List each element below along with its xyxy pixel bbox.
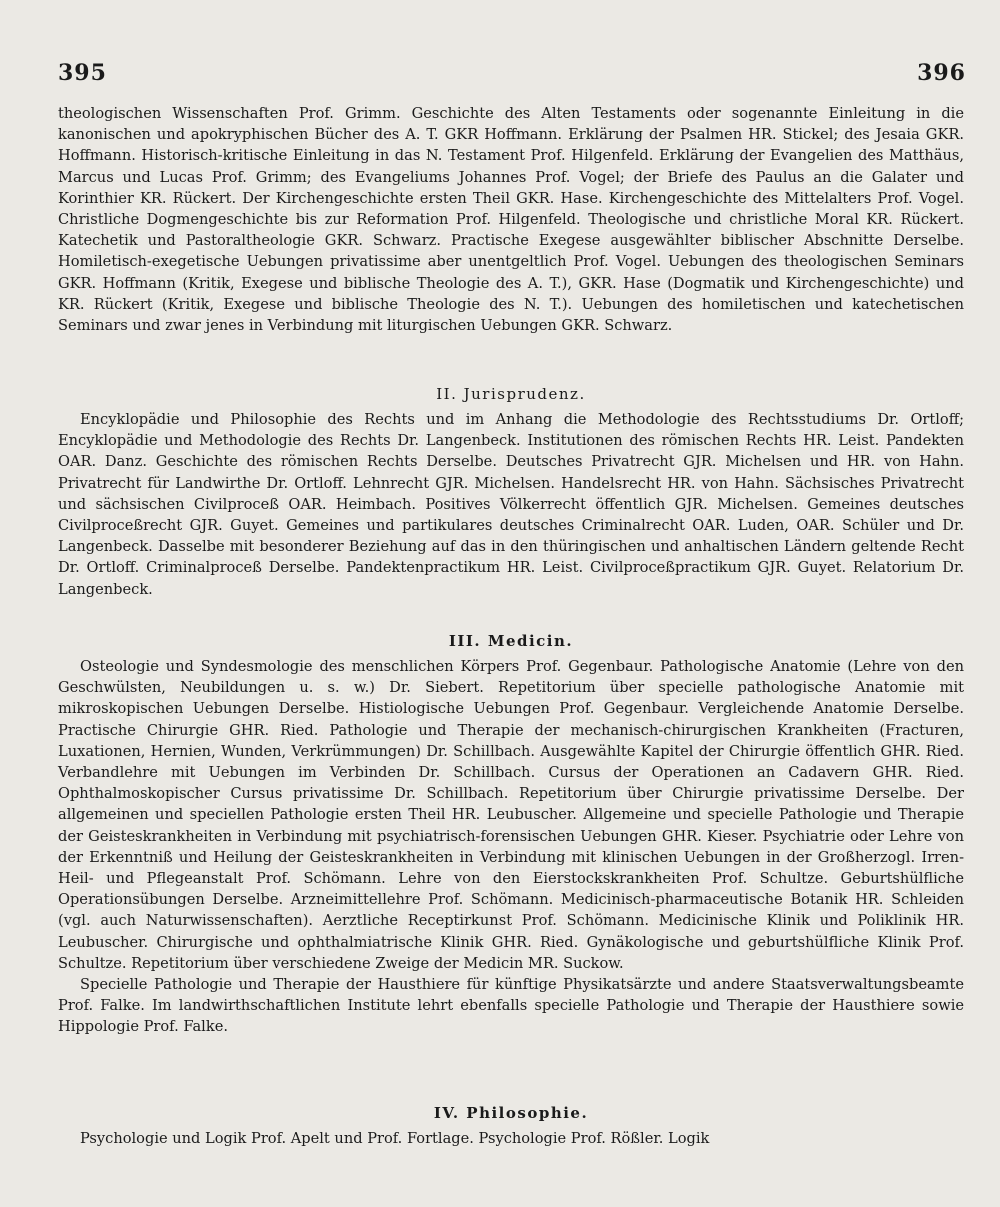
medicine-section xyxy=(58,631,964,1038)
jurisprudence-heading: II. Jurisprudenz. xyxy=(436,385,586,403)
medicine-heading: III. Medicin. xyxy=(448,632,574,650)
theology-paragraph: theologischen Wissenschaften Prof. Grimm. Geschichte des Alten Testaments oder sogenannte Einleitung in die kanonischen und apokryphischen Bücher des A. T. GKR Hoffmann. Erklärung der Psalmen HR. Stickel; des Jesaia GKR. Hoffmann. Historisch-kritische Einleitung in das N. Testament Prof. Hilgenfeld. Erklärung der Evangelien des Matthäus, Marcus und Lucas Prof. Grimm; des Evangeliums Johannes Prof. Vogel; der Briefe des Paulus an die Galater und Korinthier KR. Rückert. Der Kirchengeschichte ersten Theil GKR. Hase. Kirchengeschichte des Mittelalters Prof. Vogel. Christliche Dogmengeschichte bis zur Reformation Prof. Hilgenfeld. Theologische und christliche Moral KR. Rückert. Katechetik und Pastoraltheologie GKR. Schwarz. Practische Exegese ausgewählter biblischer Abschnitte Derselbe. Homiletisch-exegetische Uebungen privatissime aber unentgeltlich Prof. Vogel. Uebungen des theologischen Seminars GKR. Hoffmann (Kritik, Exegese und biblische Theologie des A. T.), GKR. Hase (Dogmatik und Kirchengeschichte) und KR. Rückert (Kritik, Exegese und biblische Theologie des N. T.). Uebungen des homiletischen und katechetischen Seminars und zwar jenes in Verbindung mit liturgischen Uebungen GKR. Schwarz. xyxy=(58,105,964,335)
medicine-paragraph-2: Specielle Pathologie und Therapie der Hausthiere für künftige Physikatsärzte und andere Staatsverwaltungsbeamte Prof. Falke. Im landwirthschaftlichen Institute lehrt ebenfalls specielle Pathologie und Therapie der Hausthiere sowie Hippologie Prof. Falke. xyxy=(58,976,964,1036)
page-number-left: 395 xyxy=(58,60,107,86)
jurisprudence-section xyxy=(58,384,964,600)
jurisprudence-paragraph: Encyklopädie und Philosophie des Rechts und im Anhang die Methodologie des Rechtsstudiums Dr. Ortloff; Encyklopädie und Methodologie des Rechts Dr. Langenbeck. Institutionen des römischen Rechts HR. Leist. Pandekten OAR. Danz. Geschichte des römischen Rechts Derselbe. Deutsches Privatrecht GJR. Michelsen und HR. von Hahn. Privatrecht für Landwirthe Dr. Ortloff. Lehnrecht GJR. Michelsen. Handelsrecht HR. von Hahn. Sächsisches Privatrecht und sächsischen Civilproceß OAR. Heimbach. Positives Völkerrecht öffentlich GJR. Michelsen. Gemeines deutsches Civilproceßrecht GJR. Guyet. Gemeines und partikulares deutsches Criminalrecht OAR. Luden, OAR. Schüler und Dr. Langenbeck. Dasselbe mit besonderer Beziehung auf das in den thüringischen und anhaltischen Ländern geltende Recht Dr. Ortloff. Criminalproceß Derselbe. Pandektenpractikum HR. Leist. Civilproceßpractikum GJR. Guyet. Relatorium Dr. Langenbeck. xyxy=(58,411,964,598)
page-number-right: 396 xyxy=(917,60,966,86)
philosophy-heading: IV. Philosophie. xyxy=(433,1104,589,1122)
medicine-paragraph-1: Osteologie und Syndesmologie des menschlichen Körpers Prof. Gegenbaur. Pathologische Anatomie (Lehre von den Geschwülsten, Neubildungen u. s. w.) Dr. Siebert. Repetitorium über specielle pathologische Anatomie mit mikroskopischen Uebungen Derselbe. Histiologische Uebungen Prof. Gegenbaur. Vergleichende Anatomie Derselbe. Practische Chirurgie GHR. Ried. Pathologie und Therapie der mechanisch-chirurgischen Krankheiten (Fracturen, Luxationen, Hernien, Wunden, Verkrümmungen) Dr. Schillbach. Ausgewählte Kapitel der Chirurgie öffentlich GHR. Ried. Verbandlehre mit Uebungen im Verbinden Dr. Schillbach. Cursus der Operationen an Cadavern GHR. Ried. Ophthalmoskopischer Cursus privatissime Dr. Schillbach. Repetitorium über Chirurgie privatissime Derselbe. Der allgemeinen und speciellen Pathologie ersten Theil HR. Leubuscher. Allgemeine und specielle Pathologie und Therapie der Geisteskrankheiten in Verbindung mit psychiatrisch-forensischen Uebungen GHR. Kieser. Psychiatrie oder Lehre von der Erkenntniß und Heilung der Geisteskrankheiten in Verbindung mit klinischen Uebungen in der Großherzogl. Irren-Heil- und Pflegeanstalt Prof. Schömann. Lehre von den Eierstockskrankheiten Prof. Schultze. Geburtshülfliche Operationsübungen Derselbe. Arzneimittellehre Prof. Schömann. Medicinisch-pharmaceutische Botanik HR. Schleiden (vgl. auch Naturwissenschaften). Aerztliche Receptirkunst Prof. Schömann. Medicinische Klinik und Poliklinik HR. Leubuscher. Chirurgische und ophthalmiatrische Klinik GHR. Ried. Gynäkologische und geburtshülfliche Klinik Prof. Schultze. Repetitorium über verschiedene Zweige der Medicin MR. Suckow. xyxy=(58,658,964,972)
theology-section xyxy=(58,103,964,336)
philosophy-paragraph: Psychologie und Logik Prof. Apelt und Prof. Fortlage. Psychologie Prof. Rößler. Logik xyxy=(80,1130,710,1147)
philosophy-section xyxy=(58,1103,964,1149)
